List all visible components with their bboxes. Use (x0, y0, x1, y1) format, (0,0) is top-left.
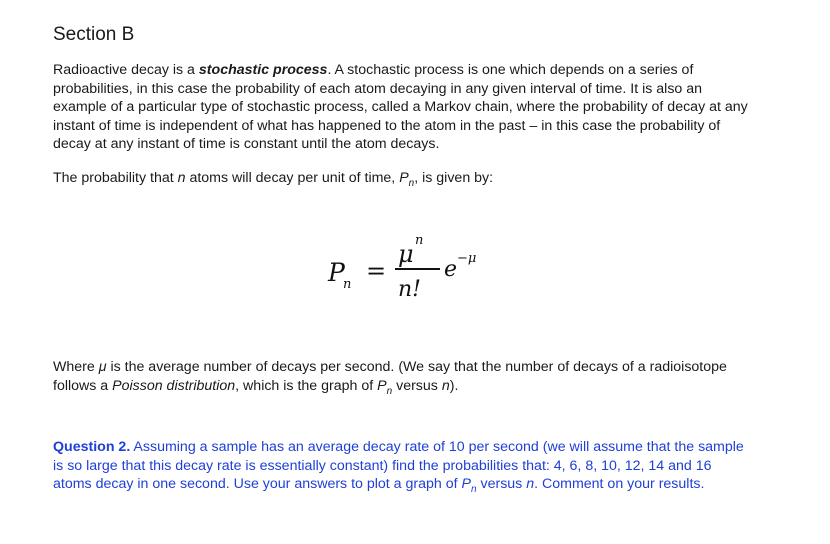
poisson-formula (328, 225, 528, 315)
formula-denominator: n! (398, 277, 422, 302)
probability-intro-line: The probability that n atoms will decay per unit of time, $P_n$, is given by: (53, 170, 494, 189)
formula-exponent: −μ (457, 251, 477, 266)
fraction-bar (395, 268, 440, 270)
section-title: Section B (53, 24, 135, 45)
stochastic-process-term: stochastic process (198, 62, 328, 78)
where-paragraph: Where μ is the average number of decays per second. (We say that the number of decays of a radioisotope follows a Poisson distribution, which is the graph of $P_n$ versus n). (53, 359, 727, 397)
question-label: Question 2. (53, 439, 131, 455)
formula-e: e (444, 257, 458, 282)
intro-paragraph: Radioactive decay is a stochastic process. A stochastic process is one which depends on a series of probabilities, in this case the probability of each atom decaying in any given interval of time. It is also an example of a particular type of stochastic process, called a Markov chain, where the probability of decay at any instant of time is independent of what has happened to the atom in the past – in this case the probability of decay at any instant of time is constant until the atom decays. (53, 62, 748, 153)
question-paragraph: Question 2. Assuming a sample has an average decay rate of 10 per second (we will assume that the sample is so large that this decay rate is essentially constant) find the probabilities that: 4, 6, 8, 10, 12, 14 and 16 atoms decay in one second. Use your answers to plot a graph of $P_n$ versus n. Comment on your results. (53, 439, 744, 496)
formula-superscript-n: n (415, 233, 424, 248)
formula-P: P (328, 258, 345, 287)
formula-equals: = (366, 257, 387, 285)
formula-subscript-n: n (343, 277, 352, 292)
formula-mu: μ (398, 240, 414, 268)
